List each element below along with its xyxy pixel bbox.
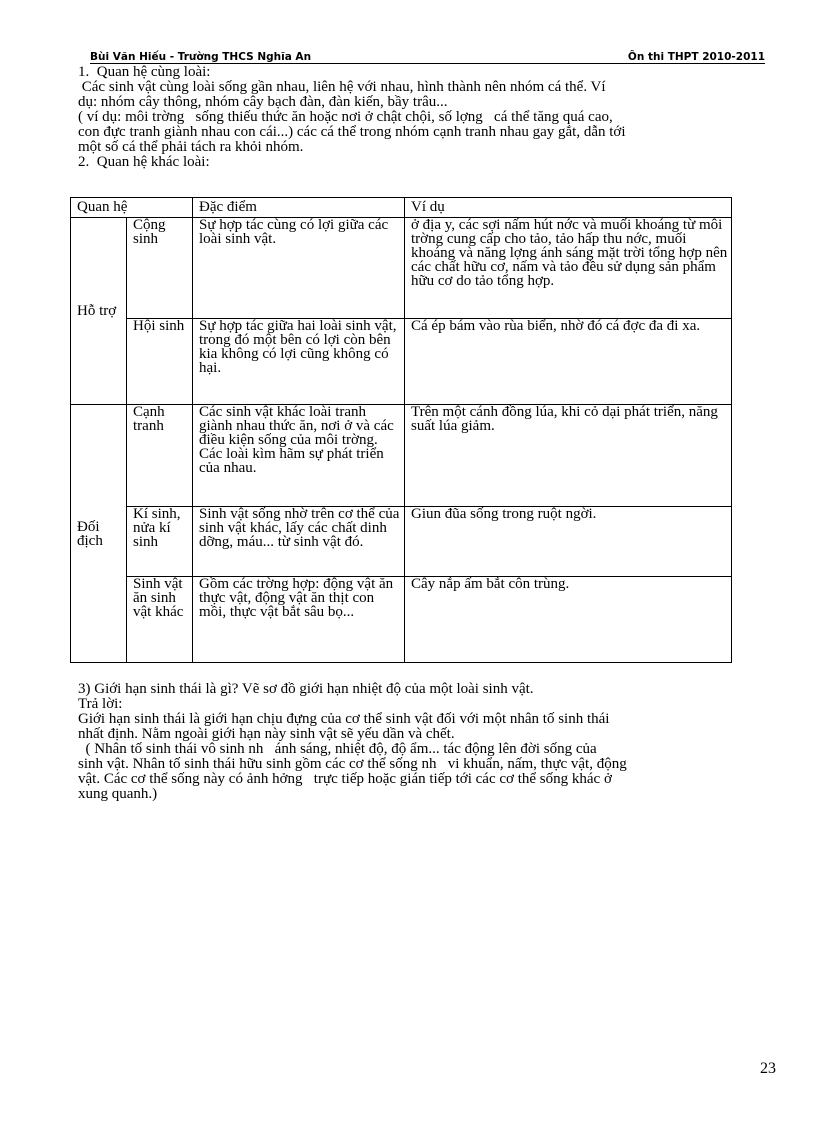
section-3 [78,682,778,802]
table-row [71,319,732,405]
table-row [71,405,732,507]
section3-line: xung quanh.) [78,786,158,802]
group-antagonism: Đối địch [71,405,127,663]
relation-feature: Gồm các trờng hợp: động vật ăn thực vật, động vật ăn thịt con mồi, thực vật bắt sâu bọ... [193,577,405,663]
section3-line: vật. Các cơ thể sống này có ảnh hởng trực tiếp hoặc gián tiếp tới các cơ thể sống khác ở [78,771,612,787]
intro-line: 2. Quan hệ khác loài: [78,154,210,170]
relation-feature: Các sinh vật khác loài tranh giành nhau thức ăn, nơi ở và các điều kiện sống của môi trờng. Các loài kìm hãm sự phát triển của nhau. [193,405,405,507]
relation-example: Giun đũa sống trong ruột ngời. [405,507,732,577]
header-example: Ví dụ [405,198,732,218]
section3-line: ( Nhân tố sinh thái vô sinh nh ánh sáng, nhiệt độ, độ ẩm... tác động lên đời sống của [78,741,597,757]
table-row [71,507,732,577]
group-support: Hỗ trợ [71,218,127,405]
intro-line: 1. Quan hệ cùng loài: [78,64,211,80]
relation-type: Cạnh tranh [127,405,193,507]
relationship-table [70,197,732,663]
relation-feature: Sự hợp tác giữa hai loài sinh vật, trong đó một bên có lợi còn bên kia không có lợi cũng không có hại. [193,319,405,405]
intro-line: một số cá thể phải tách ra khỏi nhóm. [78,139,304,155]
intro-line: Các sinh vật cùng loài sống gần nhau, liên hệ với nhau, hình thành nên nhóm cá thể. Ví [78,79,606,95]
relation-feature: Sinh vật sống nhờ trên cơ thể của sinh vật khác, lấy các chất dinh dỡng, máu... từ sinh vật đó. [193,507,405,577]
intro-line: con đực tranh giành nhau con cái...) các cá thể trong nhóm cạnh tranh nhau gay gắt, dẫn tới [78,124,626,140]
section3-line: sinh vật. Nhân tố sinh thái hữu sinh gồm các cơ thể sống nh vi khuẩn, nấm, thực vật, động [78,756,627,772]
header-course: Ôn thi THPT 2010-2011 [627,51,765,63]
table-row [71,577,732,663]
relation-example: Trên một cánh đồng lúa, khi cỏ dại phát triển, năng suất lúa giảm. [405,405,732,507]
intro-line: dụ: nhóm cây thông, nhóm cây bạch đàn, đàn kiến, bầy trâu... [78,94,448,110]
relation-example: Cây nắp ấm bắt côn trùng. [405,577,732,663]
relation-type: Sinh vật ăn sinh vật khác [127,577,193,663]
section3-question: 3) Giới hạn sinh thái là gì? Vẽ sơ đồ giới hạn nhiệt độ của một loài sinh vật. [78,681,534,697]
header-feature: Đặc điểm [193,198,405,218]
section3-line: nhất định. Nằm ngoài giới hạn này sinh vật sẽ yếu dần và chết. [78,726,455,742]
table-header-row [71,198,732,218]
relation-example: Cá ép bám vào rùa biển, nhờ đó cá đợc đa đi xa. [405,319,732,405]
relation-feature: Sự hợp tác cùng có lợi giữa các loài sinh vật. [193,218,405,319]
header-author: Bùi Văn Hiếu - Trường THCS Nghĩa An [90,51,312,63]
table-row [71,218,732,319]
section3-line: Giới hạn sinh thái là giới hạn chịu đựng của cơ thể sinh vật đối với một nhân tố sinh thái [78,711,610,727]
section3-line: Trả lời: [78,696,123,712]
header-relationship: Quan hệ [71,198,193,218]
relation-type: Hội sinh [127,319,193,405]
page-header [90,51,765,64]
page-number: 23 [760,1060,776,1077]
relation-type: Cộng sinh [127,218,193,319]
relation-type: Kí sinh, nửa kí sinh [127,507,193,577]
relation-example: ở địa y, các sợi nấm hút nớc và muối khoáng từ môi trờng cung cấp cho tảo, tảo hấp thu nớc, muối khoáng và năng lợng ánh sáng mặt trời tổng hợp nên các chất hữu cơ, nấm và tảo đều sử dụng sản phẩm hữu cơ do tảo tổng hợp. [405,218,732,319]
intro-line: ( ví dụ: môi trờng sống thiếu thức ăn hoặc nơi ở chật chội, số lợng cá thể tăng quá cao, [78,109,613,125]
intro-section [78,65,778,170]
